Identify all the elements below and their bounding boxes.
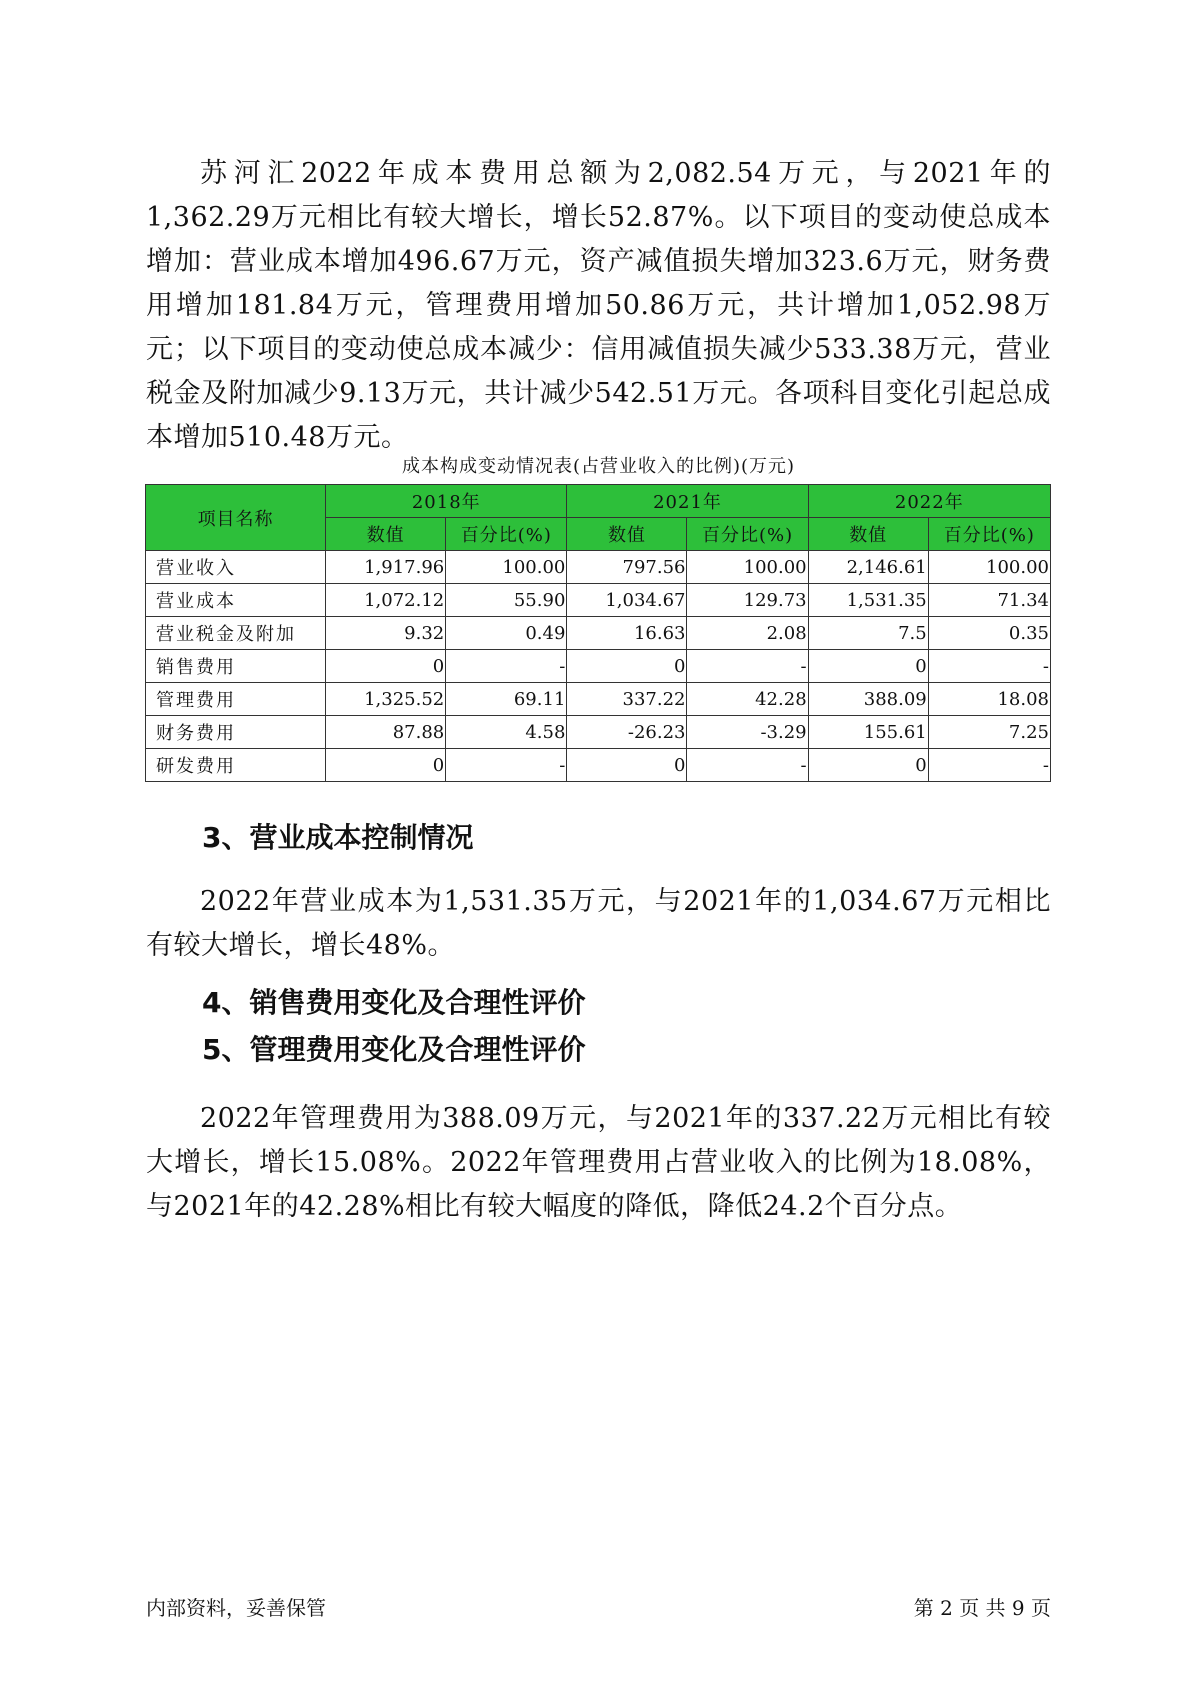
cell-value: 1,325.52 [326,683,446,716]
table-row [146,749,1051,782]
table-row [146,683,1051,716]
header-value: 数值 [567,518,687,551]
cell-value: 0 [808,749,928,782]
row-label: 营业成本 [146,584,326,617]
cell-percent: -3.29 [687,716,808,749]
table-row [146,716,1051,749]
cell-percent: 4.58 [446,716,567,749]
cell-percent: 0.35 [928,617,1050,650]
cell-percent: 69.11 [446,683,567,716]
cell-percent: 55.90 [446,584,567,617]
header-percent: 百分比(%) [687,518,808,551]
cell-percent: - [687,749,808,782]
header-percent: 百分比(%) [928,518,1050,551]
cell-percent: - [446,749,567,782]
row-label: 财务费用 [146,716,326,749]
cell-value: 1,917.96 [326,551,446,584]
cell-value: 0 [567,749,687,782]
cell-percent: - [928,749,1050,782]
row-label: 营业收入 [146,551,326,584]
row-label: 管理费用 [146,683,326,716]
header-value: 数值 [326,518,446,551]
header-year: 2022年 [808,485,1050,518]
cell-value: 87.88 [326,716,446,749]
cell-percent: 71.34 [928,584,1050,617]
cell-value: 2,146.61 [808,551,928,584]
row-label: 研发费用 [146,749,326,782]
cost-summary-paragraph: 苏河汇2022年成本费用总额为2,082.54万元，与2021年的1,362.29万元相比有较大增长，增长52.87%。以下项目的变动使总成本增加：营业成本增加496.67万元，资产减值损失增加323.6万元，财务费用增加181.84万元，管理费用增加50.86万元，共计增加1,052.98万元；以下项目的变动使总成本减少：信用减值损失减少533.38万元，营业税金及附加减少9.13万元，共计减少542.51万元。各项科目变化引起总成本增加510.48万元。 [146,158,1051,453]
admin-expense-paragraph: 2022年管理费用为388.09万元，与2021年的337.22万元相比有较大增长，增长15.08%。2022年管理费用占营业收入的比例为18.08%，与2021年的42.28%相比有较大幅度的降低，降低24.2个百分点。 [146,1103,1051,1222]
table-row [146,617,1051,650]
cell-value: 1,072.12 [326,584,446,617]
table-caption: 成本构成变动情况表(占营业收入的比例)(万元) [401,456,796,477]
table-row [146,551,1051,584]
cell-percent: 100.00 [687,551,808,584]
cell-percent: - [446,650,567,683]
cell-percent: 100.00 [928,551,1050,584]
row-label: 销售费用 [146,650,326,683]
cell-value: 0 [567,650,687,683]
header-item-name: 项目名称 [146,485,326,551]
section-heading-admin-expense: 5、管理费用变化及合理性评价 [202,1033,586,1066]
cell-percent: 100.00 [446,551,567,584]
table-row [146,584,1051,617]
header-percent: 百分比(%) [446,518,567,551]
cell-value: 155.61 [808,716,928,749]
table-body [146,551,1051,782]
cell-value: 16.63 [567,617,687,650]
cost-structure-table [145,484,1051,782]
footer-page-number: 第 2 页 共 9 页 [913,1596,1051,1620]
operating-cost-paragraph: 2022年营业成本为1,531.35万元，与2021年的1,034.67万元相比有较大增长，增长48%。 [146,886,1051,961]
cell-value: 0 [326,650,446,683]
cell-percent: - [928,650,1050,683]
header-year: 2018年 [326,485,567,518]
cell-value: 1,531.35 [808,584,928,617]
footer-confidential-note: 内部资料，妥善保管 [146,1596,326,1620]
cell-percent: 129.73 [687,584,808,617]
cell-value: 1,034.67 [567,584,687,617]
cell-value: 388.09 [808,683,928,716]
cell-percent: 7.25 [928,716,1050,749]
table-header-row-years [146,485,1051,518]
cell-percent: 2.08 [687,617,808,650]
table-row [146,650,1051,683]
cell-percent: 18.08 [928,683,1050,716]
cell-value: -26.23 [567,716,687,749]
cell-percent: - [687,650,808,683]
cell-value: 7.5 [808,617,928,650]
header-value: 数值 [808,518,928,551]
cell-value: 797.56 [567,551,687,584]
cell-value: 0 [808,650,928,683]
cell-percent: 42.28 [687,683,808,716]
section-heading-sales-expense: 4、销售费用变化及合理性评价 [202,986,586,1019]
row-label: 营业税金及附加 [146,617,326,650]
cell-value: 9.32 [326,617,446,650]
section-heading-operating-cost: 3、营业成本控制情况 [202,821,474,854]
header-year: 2021年 [567,485,808,518]
cell-value: 0 [326,749,446,782]
cell-value: 337.22 [567,683,687,716]
cell-percent: 0.49 [446,617,567,650]
